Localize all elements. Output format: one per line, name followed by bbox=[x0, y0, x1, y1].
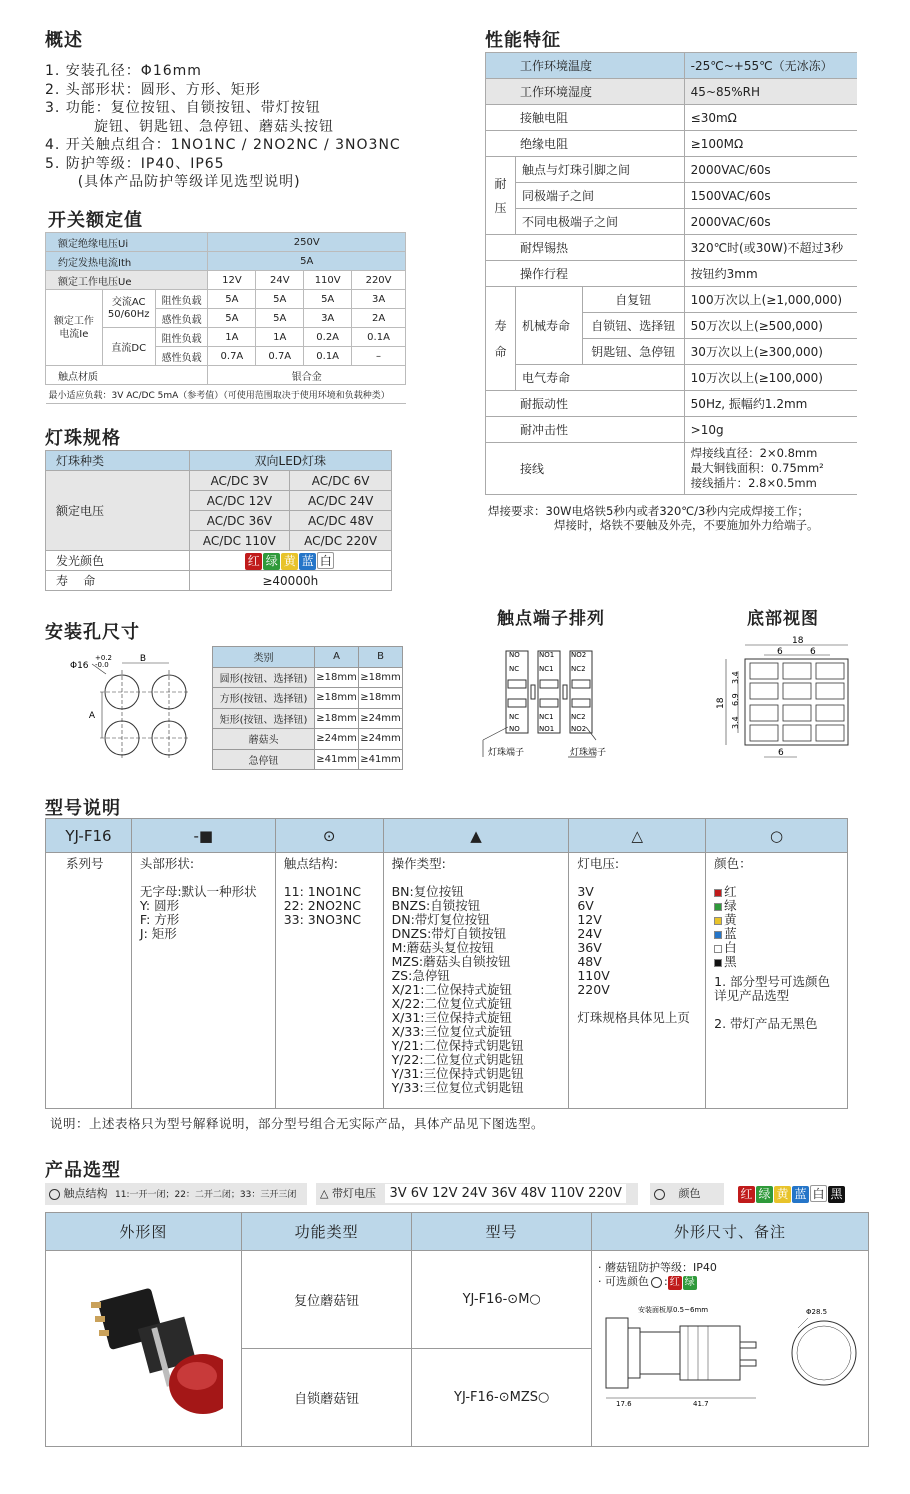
model-line: Y/21:二位保持式钥匙钮 bbox=[391, 1038, 524, 1053]
led-table bbox=[45, 450, 392, 591]
led-title: 灯珠规格 bbox=[45, 428, 121, 449]
hole-title: 安装孔尺寸 bbox=[45, 622, 140, 643]
hole-diagram bbox=[62, 650, 202, 765]
ac-label: 交流AC 50/60Hz bbox=[102, 290, 155, 328]
voltage-legend-label: 带灯电压 bbox=[331, 1187, 376, 1200]
perf-ins-label: 绝缘电阻 bbox=[486, 131, 685, 157]
color-swatch-icon bbox=[714, 931, 722, 939]
rate-cell: 3A bbox=[352, 290, 406, 309]
perf-elec-value: 10万次以上(≥100,000) bbox=[684, 365, 857, 391]
ue-110v: 110V bbox=[304, 271, 352, 290]
select-model[interactable]: YJ-F16-⊙MZS○ bbox=[412, 1349, 592, 1447]
hole-cell: ≥18mm bbox=[315, 708, 359, 729]
bottom-dim: 3.4 bbox=[731, 716, 740, 729]
product-image-cell bbox=[46, 1251, 242, 1447]
perf-w2-value: 1500VAC/60s bbox=[684, 183, 857, 209]
model-color-item bbox=[714, 941, 839, 955]
term-label: NC2 bbox=[571, 665, 586, 673]
perf-vib-value: 50Hz, 振幅约1.2mm bbox=[684, 391, 857, 417]
lamp-terminal-label: 灯珠端子 bbox=[570, 748, 607, 758]
perf-ins-value: ≥100MΩ bbox=[684, 131, 857, 157]
dim-17-6: 17.6 bbox=[615, 1400, 632, 1408]
hole-cell: 蘑菇头 bbox=[213, 729, 315, 750]
led-voltage: AC/DC 48V bbox=[290, 511, 392, 531]
rate-cell: 3A bbox=[304, 309, 352, 328]
overview-line: 5. 防护等级：IP40、IP65 bbox=[45, 155, 225, 172]
contact-legend-value: 11:一开一闭；22：二开二闭；33：三开三闭 bbox=[115, 1190, 297, 1200]
chip-red: 红 bbox=[245, 553, 262, 570]
perf-m3-label: 钥匙钮、急停钮 bbox=[582, 339, 684, 365]
bottom-dim: 6.9 bbox=[731, 693, 740, 706]
model-line: 33: 3NO3NC bbox=[283, 912, 361, 927]
chip-yellow: 黄 bbox=[774, 1186, 791, 1203]
perf-w2-label: 同极端子之间 bbox=[515, 183, 684, 209]
model-line: 220V bbox=[577, 982, 610, 997]
rate-cell: 0.1A bbox=[352, 328, 406, 347]
remark-ip: · 蘑菇钮防护等级：IP40 bbox=[597, 1261, 717, 1274]
dim-tol-minus: -0.0 bbox=[95, 661, 109, 669]
chip-green: 绿 bbox=[756, 1186, 773, 1203]
hole-cell: ≥24mm bbox=[359, 729, 403, 750]
ui-value: 250V bbox=[208, 233, 406, 252]
model-line: X/33:三位复位式旋钮 bbox=[391, 1024, 513, 1039]
model-line: 头部形状: bbox=[139, 856, 195, 871]
bottom-dim: 6 bbox=[810, 647, 816, 657]
hole-cell: 圆形(按钮、选择钮) bbox=[213, 667, 315, 688]
model-line: 灯珠规格具体见上页 bbox=[577, 1010, 690, 1025]
dim-phi-28-5: Φ28.5 bbox=[805, 1308, 828, 1316]
chip-black: 黑 bbox=[828, 1186, 845, 1203]
led-voltage-label: 额定电压 bbox=[46, 471, 190, 551]
overview-title: 概述 bbox=[45, 30, 83, 51]
perf-m3-value: 30万次以上(≥300,000) bbox=[684, 339, 857, 365]
perf-cres-value: ≤30mΩ bbox=[684, 105, 857, 131]
model-line: 系列号 bbox=[66, 856, 104, 871]
select-table bbox=[45, 1212, 869, 1447]
color-name: 红 bbox=[724, 884, 737, 899]
model-line: 灯电压: bbox=[577, 856, 620, 871]
select-title: 产品选型 bbox=[45, 1160, 121, 1181]
bottom-dim: 18 bbox=[716, 697, 726, 709]
led-voltage: AC/DC 36V bbox=[189, 511, 290, 531]
rate-cell: 0.2A bbox=[304, 328, 352, 347]
term-label: NO1 bbox=[539, 725, 555, 733]
select-header: 外形图 bbox=[46, 1213, 242, 1251]
model-line: M:蘑菇头复位按钮 bbox=[391, 940, 495, 955]
ue-24v: 24V bbox=[256, 271, 304, 290]
model-color-note: 2. 带灯产品无黑色 bbox=[714, 1016, 818, 1031]
perf-m2-label: 自锁钮、选择钮 bbox=[582, 313, 684, 339]
model-color-note: 1. 部分型号可选颜色 bbox=[714, 974, 831, 989]
perf-title: 性能特征 bbox=[485, 30, 561, 51]
bottom-dim: 18 bbox=[792, 636, 804, 646]
model-color-item bbox=[714, 913, 839, 927]
model-header-contact: ⊙ bbox=[275, 819, 383, 853]
rate-cell: 0.7A bbox=[208, 347, 256, 366]
select-header: 功能类型 bbox=[241, 1213, 412, 1251]
hole-cell: 急停钮 bbox=[213, 749, 315, 770]
ith-value: 5A bbox=[208, 252, 406, 271]
overview-line: 4. 开关触点组合：1NO1NC / 2NO2NC / 3NO3NC bbox=[45, 137, 401, 153]
contact-legend-label: 触点结构 bbox=[63, 1187, 108, 1200]
chip-white: 白 bbox=[317, 552, 334, 569]
model-color-item bbox=[714, 885, 839, 899]
led-life-label: 寿 命 bbox=[46, 571, 190, 591]
perf-withstand: 耐 压 bbox=[486, 157, 516, 235]
hole-cell: ≥24mm bbox=[359, 708, 403, 729]
perf-hum-label: 工作环境湿度 bbox=[486, 79, 685, 105]
rate-cell: 5A bbox=[304, 290, 352, 309]
rate-cell: 1A bbox=[256, 328, 304, 347]
color-symbol-icon bbox=[651, 1277, 662, 1288]
term-label: NO2 bbox=[571, 651, 587, 659]
load-label: 阻性负载 bbox=[155, 328, 208, 347]
led-voltage: AC/DC 3V bbox=[189, 471, 290, 491]
rating-note: 最小适应负载：3V AC/DC 5mA（参考值）（可使用范围取决于使用环境和负载种类） bbox=[46, 385, 406, 404]
overview-list bbox=[45, 62, 401, 192]
hole-cell: ≥41mm bbox=[315, 749, 359, 770]
color-swatch-icon bbox=[714, 889, 722, 897]
perf-wire-value: 最大铜钱面积：0.75mm² bbox=[690, 461, 824, 475]
material-label: 触点材质 bbox=[46, 366, 208, 385]
color-name: 黄 bbox=[724, 912, 737, 927]
model-line: DN:带灯复位按钮 bbox=[391, 912, 490, 927]
hole-header: A bbox=[315, 647, 359, 668]
perf-stroke-label: 操作行程 bbox=[486, 261, 685, 287]
model-col3 bbox=[275, 853, 383, 1109]
model-line: 11: 1NO1NC bbox=[283, 884, 361, 899]
hole-cell: 方形(按钮、选择钮) bbox=[213, 688, 315, 709]
perf-vib-label: 耐振动性 bbox=[486, 391, 685, 417]
dim-a: A bbox=[88, 711, 96, 721]
model-col6 bbox=[706, 853, 848, 1109]
perf-w3-label: 不同电极端子之间 bbox=[515, 209, 684, 235]
model-line: X/22:二位复位式旋钮 bbox=[391, 996, 513, 1011]
lamp-terminal-label: 灯珠端子 bbox=[488, 748, 525, 758]
model-line: ZS:急停钮 bbox=[391, 968, 450, 983]
term-label: NO2 bbox=[571, 725, 587, 733]
mushroom-button-image bbox=[63, 1272, 223, 1422]
model-line: 24V bbox=[577, 926, 602, 941]
hole-header: B bbox=[359, 647, 403, 668]
dim-41-7: 41.7 bbox=[692, 1400, 709, 1408]
model-color-item bbox=[714, 899, 839, 913]
model-line: Y/33:三位复位式钥匙钮 bbox=[391, 1080, 524, 1095]
hole-header: 类别 bbox=[213, 647, 315, 668]
model-note: 说明：上述表格只为型号解释说明，部分型号组合无实际产品，具体产品见下图选型。 bbox=[50, 1116, 545, 1131]
model-line: MZS:蘑菇头自锁按钮 bbox=[391, 954, 511, 969]
terminal-title: 触点端子排列 bbox=[497, 609, 605, 629]
perf-solder-value: 320℃时(或30W)不超过3秒 bbox=[684, 235, 857, 261]
dim-b: B bbox=[139, 654, 147, 664]
term-label: NC bbox=[509, 665, 520, 673]
model-col2 bbox=[131, 853, 275, 1109]
model-line bbox=[284, 871, 375, 885]
term-label: NO bbox=[509, 651, 520, 659]
perf-solder-label: 耐焊锡热 bbox=[486, 235, 685, 261]
color-swatch-icon bbox=[714, 959, 722, 967]
model-table bbox=[45, 818, 848, 1109]
color-swatch-icon bbox=[714, 903, 722, 911]
model-line bbox=[577, 997, 697, 1011]
ui-label: 额定绝缘电压Ui bbox=[46, 233, 208, 252]
chip-white: 白 bbox=[810, 1185, 827, 1202]
select-model[interactable]: YJ-F16-⊙M○ bbox=[412, 1251, 592, 1349]
select-function: 自锁蘑菇钮 bbox=[241, 1349, 412, 1447]
model-line: J: 矩形 bbox=[139, 926, 177, 941]
rating-table bbox=[45, 232, 406, 404]
perf-temp-label: 工作环境温度 bbox=[486, 53, 685, 79]
model-header-voltage: △ bbox=[569, 819, 706, 853]
model-title: 型号说明 bbox=[45, 798, 121, 819]
led-life-value: ≥40000h bbox=[189, 571, 391, 591]
perf-temp-value: -25℃~+55℃（无冰冻） bbox=[684, 53, 857, 79]
model-line: 110V bbox=[577, 968, 610, 983]
model-line: BN:复位按钮 bbox=[391, 884, 464, 899]
model-line: Y/22:二位复位式钥匙钮 bbox=[391, 1052, 524, 1067]
color-name: 白 bbox=[724, 940, 737, 955]
contact-symbol-icon bbox=[49, 1189, 60, 1200]
color-name: 蓝 bbox=[724, 926, 737, 941]
perf-table bbox=[485, 52, 857, 495]
rate-cell: – bbox=[352, 347, 406, 366]
bottom-dim: 6 bbox=[777, 647, 783, 657]
perf-m1-value: 100万次以上(≥1,000,000) bbox=[684, 287, 857, 313]
terminal-diagram bbox=[478, 645, 628, 760]
ue-12v: 12V bbox=[208, 271, 256, 290]
color-legend-label: 颜色 bbox=[678, 1187, 701, 1200]
hole-cell: ≥18mm bbox=[359, 688, 403, 709]
remark-cell bbox=[591, 1251, 868, 1447]
hole-cell: ≥24mm bbox=[315, 729, 359, 750]
perf-cres-label: 接触电阻 bbox=[486, 105, 685, 131]
hole-cell: ≥18mm bbox=[359, 667, 403, 688]
load-label: 感性负载 bbox=[155, 347, 208, 366]
rate-cell: 5A bbox=[208, 309, 256, 328]
rate-cell: 5A bbox=[256, 290, 304, 309]
color-name: 黑 bbox=[724, 954, 737, 969]
model-col5 bbox=[569, 853, 706, 1109]
hole-cell: 矩形(按钮、选择钮) bbox=[213, 708, 315, 729]
model-line: Y: 圆形 bbox=[139, 898, 180, 913]
rate-cell: 1A bbox=[208, 328, 256, 347]
model-color-item bbox=[714, 955, 839, 969]
model-header-shape: -■ bbox=[131, 819, 275, 853]
color-symbol-icon bbox=[654, 1189, 665, 1200]
led-color-label: 发光颜色 bbox=[46, 551, 190, 571]
model-line: 触点结构: bbox=[283, 856, 338, 871]
chip-blue: 蓝 bbox=[299, 553, 316, 570]
term-label: NC bbox=[509, 713, 520, 721]
model-line: 操作类型: bbox=[391, 856, 446, 871]
remark-colors: · 可选颜色 : 红 绿 bbox=[597, 1275, 695, 1288]
hole-cell: ≥18mm bbox=[315, 688, 359, 709]
chip-yellow: 黄 bbox=[281, 553, 298, 570]
dim-tol-plus: +0.2 bbox=[95, 654, 112, 662]
perf-note-1: 焊接要求：30W电烙铁5秒内或者320℃/3秒内完成焊接工作； bbox=[488, 504, 809, 518]
voltage-legend bbox=[316, 1183, 638, 1205]
select-function: 复位蘑菇钮 bbox=[241, 1251, 412, 1349]
rate-cell: 5A bbox=[208, 290, 256, 309]
overview-line: 3. 功能：复位按钮、自锁按钮、带灯按钮 bbox=[45, 100, 321, 116]
perf-elec-label: 电气寿命 bbox=[515, 365, 684, 391]
term-label: NC1 bbox=[539, 665, 554, 673]
color-legend bbox=[650, 1183, 724, 1205]
bottom-dim: 3.4 bbox=[731, 671, 740, 684]
overview-line: (具体产品防护等级详见选型说明) bbox=[45, 174, 301, 190]
color-legend-chips bbox=[738, 1185, 846, 1203]
overview-line: 2. 头部形状：圆形、方形、矩形 bbox=[45, 81, 261, 98]
model-line: 12V bbox=[577, 912, 602, 927]
perf-wire-value: 焊接线直径：2×0.8mm bbox=[690, 446, 818, 460]
perf-m1-label: 自复钮 bbox=[582, 287, 684, 313]
model-line bbox=[392, 871, 561, 885]
rate-cell: 5A bbox=[256, 309, 304, 328]
rating-title: 开关额定值 bbox=[48, 210, 143, 231]
contact-legend bbox=[45, 1183, 307, 1205]
model-color-item bbox=[714, 927, 839, 941]
term-label: NC2 bbox=[571, 713, 586, 721]
model-col1 bbox=[46, 853, 132, 1109]
model-line: Y/31:三位保持式钥匙钮 bbox=[391, 1066, 524, 1081]
load-label: 感性负载 bbox=[155, 309, 208, 328]
overview-line: 旋钮、钥匙钮、急停钮、蘑菇头按钮 bbox=[45, 118, 335, 135]
rate-cell: 0.7A bbox=[256, 347, 304, 366]
perf-m2-value: 50万次以上(≥500,000) bbox=[684, 313, 857, 339]
model-line: 无字母:默认一种形状 bbox=[139, 884, 257, 899]
hole-table bbox=[212, 646, 403, 770]
perf-note-2: 焊接时，烙铁不要触及外壳，不要施加外力给端子。 bbox=[554, 518, 819, 532]
model-line: F: 方形 bbox=[139, 912, 180, 927]
model-line: DNZS:带灯自锁按钮 bbox=[391, 926, 507, 941]
chip-blue: 蓝 bbox=[792, 1186, 809, 1203]
model-line: BNZS:自锁按钮 bbox=[391, 898, 481, 913]
chip-red: 红 bbox=[738, 1186, 755, 1203]
perf-hum-value: 45~85%RH bbox=[684, 79, 857, 105]
ie-label: 额定工作 电流Ie bbox=[46, 290, 103, 366]
model-header-series: YJ-F16 bbox=[46, 819, 132, 853]
perf-w1-label: 触点与灯珠引脚之间 bbox=[515, 157, 684, 183]
led-voltage: AC/DC 6V bbox=[290, 471, 392, 491]
ue-label: 额定工作电压Ue bbox=[46, 271, 208, 290]
perf-note bbox=[488, 504, 819, 532]
led-type-label: 灯珠种类 bbox=[46, 451, 190, 471]
bottom-dim: 6 bbox=[778, 748, 784, 758]
perf-shock-value: >10g bbox=[684, 417, 857, 443]
rate-cell: 0.1A bbox=[304, 347, 352, 366]
perf-w1-value: 2000VAC/60s bbox=[684, 157, 857, 183]
color-swatch-icon bbox=[714, 917, 722, 925]
led-voltage: AC/DC 12V bbox=[189, 491, 290, 511]
remark-colors-label: · 可选颜色 bbox=[597, 1275, 649, 1288]
led-color-chips bbox=[189, 551, 391, 571]
load-label: 阻性负载 bbox=[155, 290, 208, 309]
led-type-value: 双向LED灯珠 bbox=[189, 451, 391, 471]
chip-green: 绿 bbox=[684, 1277, 695, 1288]
voltage-legend-values: 3V 6V 12V 24V 36V 48V 110V 220V bbox=[385, 1184, 625, 1203]
model-line: 6V bbox=[577, 898, 594, 913]
perf-life: 寿 命 bbox=[486, 287, 516, 391]
model-line: X/21:二位保持式旋钮 bbox=[391, 982, 513, 997]
dim-panel: 安装面板厚0.5~6mm bbox=[637, 1306, 709, 1314]
term-label: NO bbox=[509, 725, 520, 733]
color-name: 绿 bbox=[724, 898, 737, 913]
model-line: 48V bbox=[577, 954, 602, 969]
model-header-operation: ▲ bbox=[383, 819, 569, 853]
model-line: 3V bbox=[577, 884, 594, 899]
color-swatch-icon bbox=[714, 945, 722, 953]
select-header: 外形尺寸、备注 bbox=[591, 1213, 868, 1251]
perf-wire-label: 接线 bbox=[486, 443, 685, 495]
model-color-note bbox=[714, 1003, 839, 1017]
dimension-drawing bbox=[598, 1298, 860, 1408]
perf-stroke-value: 按钮约3mm bbox=[684, 261, 857, 287]
term-label: NO1 bbox=[539, 651, 555, 659]
ith-label: 约定发热电流Ith bbox=[46, 252, 208, 271]
model-header-color: ○ bbox=[706, 819, 848, 853]
term-label: NC1 bbox=[539, 713, 554, 721]
select-header: 型号 bbox=[412, 1213, 592, 1251]
hole-cell: ≥41mm bbox=[359, 749, 403, 770]
perf-shock-label: 耐冲击性 bbox=[486, 417, 685, 443]
led-voltage: AC/DC 24V bbox=[290, 491, 392, 511]
dc-label: 直流DC bbox=[102, 328, 155, 366]
model-line: 36V bbox=[577, 940, 602, 955]
model-line: X/31:三位保持式旋钮 bbox=[391, 1010, 513, 1025]
dim-phi: Φ16 bbox=[70, 661, 89, 671]
chip-red: 红 bbox=[669, 1277, 680, 1288]
model-line: 22: 2NO2NC bbox=[283, 898, 361, 913]
perf-mech-label: 机械寿命 bbox=[515, 287, 582, 365]
model-color-title: 颜色： bbox=[714, 856, 752, 871]
rate-cell: 2A bbox=[352, 309, 406, 328]
model-col4 bbox=[383, 853, 569, 1109]
led-voltage: AC/DC 110V bbox=[189, 531, 290, 551]
voltage-symbol-icon: △ bbox=[320, 1187, 329, 1200]
model-line bbox=[140, 871, 267, 885]
ue-220v: 220V bbox=[352, 271, 406, 290]
model-line bbox=[577, 871, 697, 885]
chip-green: 绿 bbox=[263, 553, 280, 570]
led-voltage: AC/DC 220V bbox=[290, 531, 392, 551]
hole-cell: ≥18mm bbox=[315, 667, 359, 688]
bottom-title: 底部视图 bbox=[747, 609, 819, 629]
perf-wire-value: 接线插片：2.8×0.5mm bbox=[690, 476, 817, 490]
model-color-note: 详见产品选型 bbox=[714, 988, 790, 1003]
material-value: 银合金 bbox=[208, 366, 406, 385]
bottom-view-diagram bbox=[712, 633, 857, 768]
perf-w3-value: 2000VAC/60s bbox=[684, 209, 857, 235]
overview-line: 1. 安装孔径：Φ16mm bbox=[45, 63, 202, 79]
